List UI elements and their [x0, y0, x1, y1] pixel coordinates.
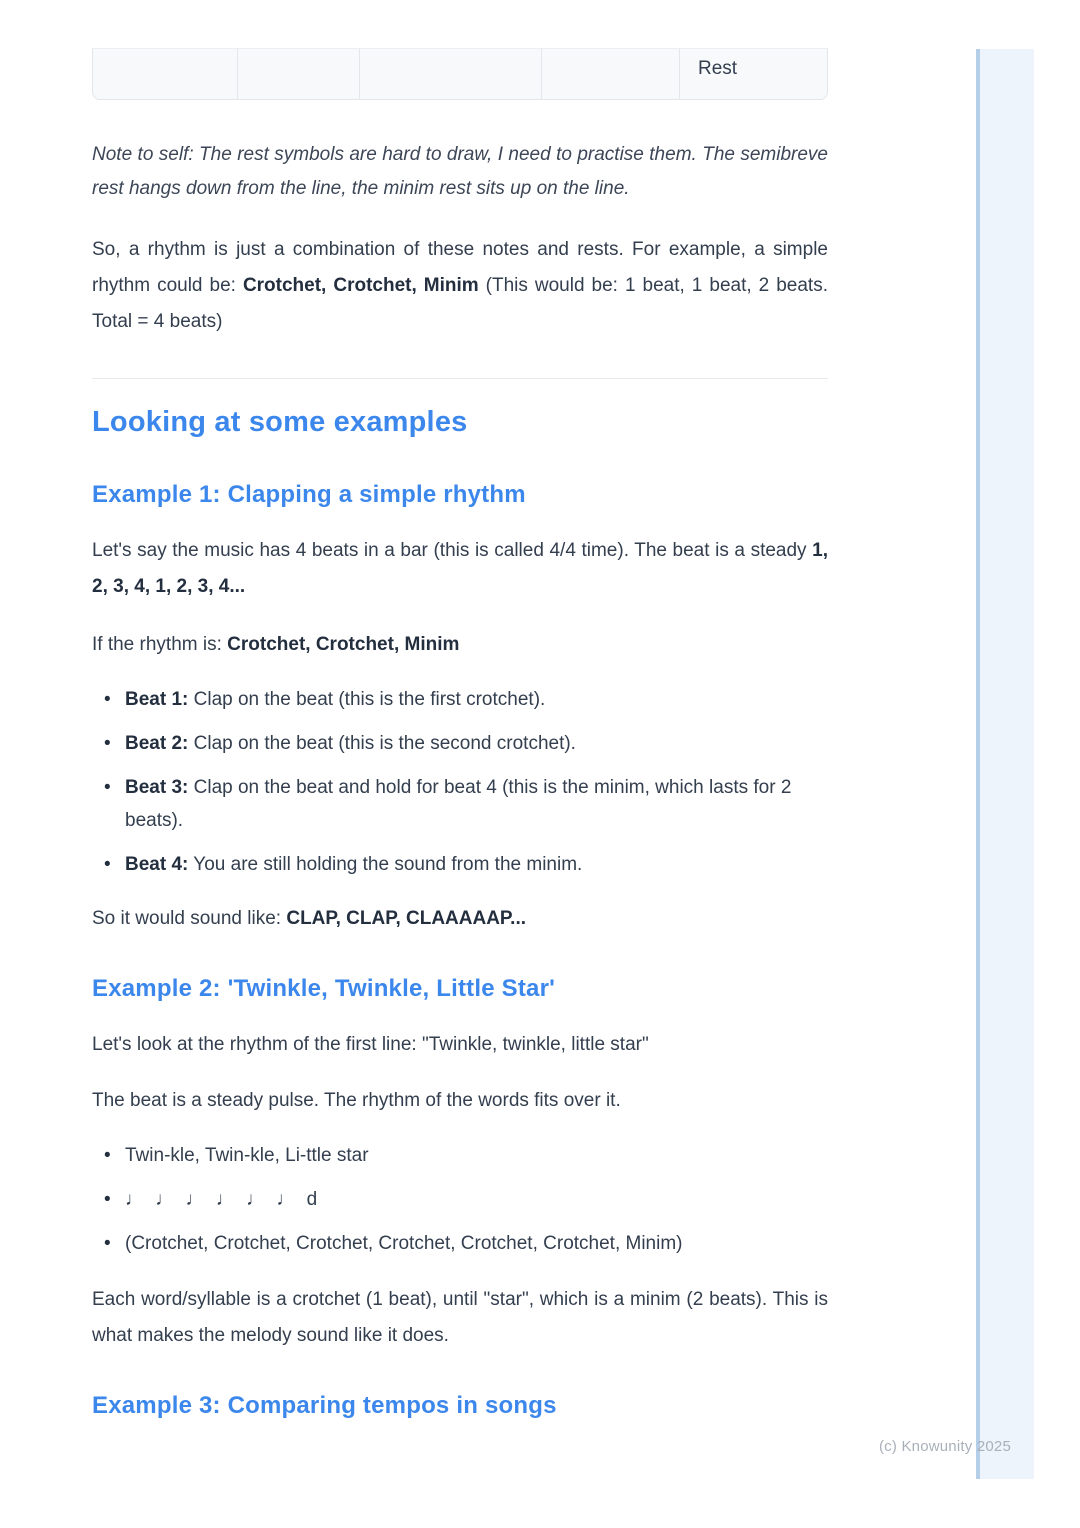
- table-cell: [238, 48, 360, 100]
- list-item: [92, 848, 828, 881]
- document-content: [92, 0, 828, 1422]
- beat-text: You are still holding the sound from the minim.: [188, 854, 583, 875]
- beat-text: Clap on the beat (this is the second crotchet).: [188, 733, 576, 754]
- beat-lead: Beat 3:: [125, 777, 189, 798]
- beat-lead: Beat 4:: [125, 854, 189, 875]
- example2-paragraph-3: Each word/syllable is a crotchet (1 beat), until "star", which is a minim (2 beats). This is what makes the melody sound like it does.: [92, 1289, 828, 1346]
- notes-table-fragment: [92, 48, 828, 100]
- example2-paragraph-1: Let's look at the rhythm of the first line: "Twinkle, twinkle, little star": [92, 1034, 649, 1055]
- table-cell: [542, 48, 680, 100]
- intro-text-post: (This would be: 1 beat, 1 beat, 2 beats. Total = 4 beats): [92, 275, 828, 332]
- copyright-footer: (c) Knowunity 2025: [878, 1438, 1011, 1455]
- section-divider: [92, 378, 828, 379]
- list-item: [92, 771, 828, 837]
- list-item: • (Crotchet, Crotchet, Crotchet, Crotchet, Crotchet, Crotchet, Minim): [92, 1227, 828, 1260]
- beat-text: Clap on the beat (this is the first crotchet).: [188, 689, 546, 710]
- beats-list: [92, 683, 828, 881]
- example1-p1-pre: Let's say the music has 4 beats in a bar (this is called 4/4 time). The beat is a steady: [92, 540, 813, 561]
- example1-outro-bold: CLAP, CLAP, CLAAAAAP...: [286, 908, 526, 929]
- section-heading: Looking at some examples: [92, 406, 468, 438]
- example1-paragraph-2: [92, 627, 828, 663]
- example1-heading: Example 1: Clapping a simple rhythm: [92, 481, 526, 508]
- twinkle-list: [92, 1139, 828, 1260]
- note-to-self: Note to self: The rest symbols are hard to draw, I need to practise them. The semibreve rest hangs down from the line, the minim rest sits up on the line.: [92, 144, 828, 199]
- list-item: [92, 727, 828, 760]
- table-cell: [360, 48, 542, 100]
- list-item-note-symbols: • ♩ ♩ ♩ ♩ ♩ ♩ d: [92, 1183, 828, 1216]
- example2-paragraph-2: The beat is a steady pulse. The rhythm of the words fits over it.: [92, 1090, 621, 1111]
- beat-lead: Beat 1:: [125, 689, 189, 710]
- list-item: [92, 683, 828, 716]
- table-row: [92, 48, 828, 100]
- example1-p1-bold: 1, 2, 3, 4, 1, 2, 3, 4...: [92, 540, 828, 597]
- example1-p2-bold: Crotchet, Crotchet, Minim: [227, 634, 460, 655]
- example3-heading: Example 3: Comparing tempos in songs: [92, 1392, 557, 1419]
- intro-paragraph: [92, 232, 828, 340]
- page-accent-bar: [976, 49, 1034, 1479]
- beat-lead: Beat 2:: [125, 733, 189, 754]
- example1-outro-pre: So it would sound like:: [92, 908, 287, 929]
- example1-outro: [92, 901, 828, 937]
- table-cell-rest: Rest: [680, 48, 828, 100]
- list-item: • Twin-kle, Twin-kle, Li-ttle star: [92, 1139, 828, 1172]
- example1-paragraph-1: [92, 533, 828, 605]
- example2-heading: Example 2: 'Twinkle, Twinkle, Little Star': [92, 975, 556, 1002]
- table-cell: [92, 48, 238, 100]
- intro-text-pre: So, a rhythm is just a combination of these notes and rests. For example, a simple rhythm could be:: [92, 239, 828, 296]
- beat-text: Clap on the beat and hold for beat 4 (this is the minim, which lasts for 2 beats).: [125, 777, 792, 831]
- intro-bold: Crotchet, Crotchet, Minim: [242, 275, 479, 296]
- example1-p2-pre: If the rhythm is:: [92, 634, 228, 655]
